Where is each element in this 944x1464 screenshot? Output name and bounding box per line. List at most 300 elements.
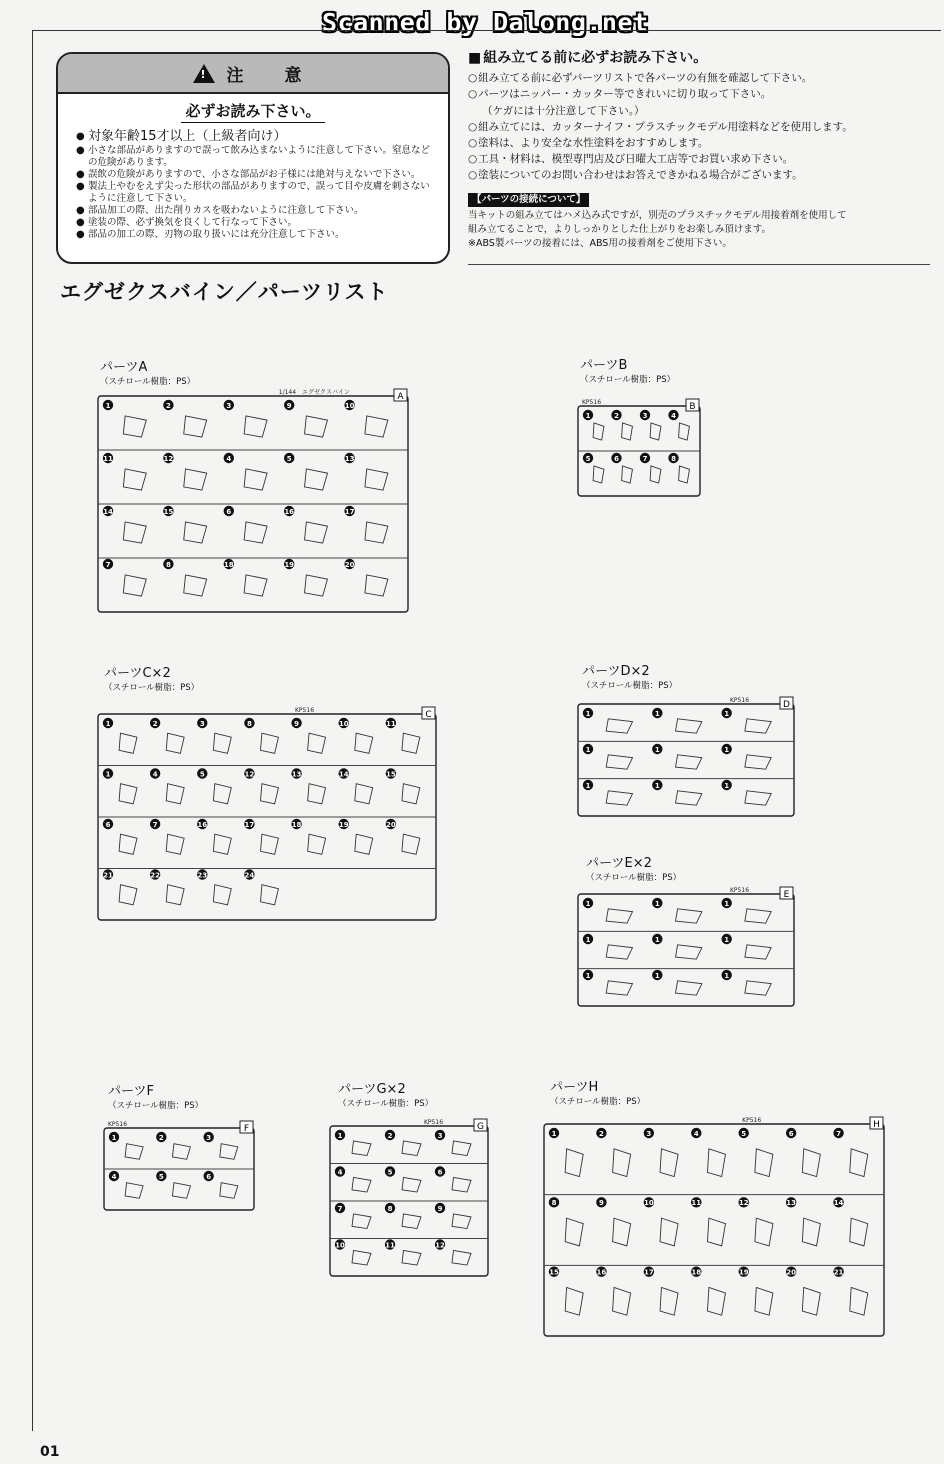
part-shape bbox=[166, 834, 184, 854]
part-number-marker bbox=[786, 1128, 796, 1138]
before-build-notes bbox=[468, 50, 908, 184]
part-shape bbox=[305, 575, 328, 596]
part-number-marker bbox=[611, 410, 621, 420]
sprue-tag-letter: C bbox=[425, 710, 432, 720]
adhesive-text: 組み立てることで，よりしっかりとした仕上がりをお楽しみ頂けます。 bbox=[468, 224, 772, 235]
part-shape bbox=[184, 469, 207, 490]
part-number-marker bbox=[596, 1266, 606, 1276]
part-number: 2 bbox=[165, 401, 171, 410]
part-shape bbox=[606, 719, 632, 733]
part-number-marker bbox=[549, 1128, 559, 1138]
part-number: 17 bbox=[643, 1268, 654, 1277]
part-number: 6 bbox=[105, 820, 111, 829]
part-number-marker bbox=[339, 768, 349, 778]
part-number: 16 bbox=[197, 820, 208, 829]
part-number-marker bbox=[344, 400, 354, 410]
sprue-tag bbox=[780, 697, 793, 710]
part-number-marker bbox=[721, 970, 731, 980]
part-shape bbox=[745, 909, 771, 923]
part-shape bbox=[745, 945, 771, 959]
part-shape bbox=[613, 1218, 631, 1246]
part-number: 1 bbox=[585, 899, 591, 908]
part-number: 15 bbox=[549, 1268, 559, 1277]
part-shape bbox=[244, 469, 267, 490]
part-number: 11 bbox=[103, 454, 113, 463]
part-number: 12 bbox=[244, 770, 255, 779]
part-shape bbox=[606, 909, 632, 923]
part-number: 4 bbox=[152, 770, 158, 779]
part-number-marker bbox=[103, 400, 113, 410]
part-shape bbox=[123, 416, 146, 437]
part-number: 19 bbox=[284, 560, 295, 569]
part-number-marker bbox=[163, 559, 173, 569]
part-number: 9 bbox=[294, 719, 300, 728]
caution-header bbox=[58, 54, 448, 94]
part-number: 2 bbox=[614, 411, 619, 420]
part-number: 1 bbox=[585, 781, 591, 790]
part-number-marker bbox=[652, 708, 662, 718]
part-shape bbox=[745, 791, 771, 805]
part-number: 1 bbox=[585, 971, 591, 980]
part-shape bbox=[565, 1149, 583, 1177]
part-number: 14 bbox=[833, 1199, 844, 1208]
part-shape bbox=[166, 784, 184, 804]
part-shape bbox=[119, 784, 137, 804]
parts-list-title: エグゼクスバイン／パーツリスト bbox=[60, 280, 389, 304]
sprue-tag bbox=[474, 1119, 487, 1132]
part-shape bbox=[305, 469, 328, 490]
part-shape bbox=[365, 575, 388, 596]
sprue-diagram bbox=[324, 1118, 494, 1282]
part-shape bbox=[606, 755, 632, 769]
part-shape bbox=[123, 575, 146, 596]
part-shape bbox=[755, 1287, 773, 1315]
part-number: 13 bbox=[786, 1199, 797, 1208]
part-number-marker bbox=[583, 410, 593, 420]
part-number: 3 bbox=[199, 719, 205, 728]
part-number-marker bbox=[833, 1197, 843, 1207]
part-shape bbox=[119, 834, 137, 854]
part-shape bbox=[707, 1287, 725, 1315]
part-number-marker bbox=[163, 400, 173, 410]
part-number: 4 bbox=[111, 1172, 117, 1181]
part-shape bbox=[850, 1149, 868, 1177]
part-number: 8 bbox=[671, 454, 676, 463]
sprue-D bbox=[572, 696, 800, 822]
part-shape bbox=[125, 1144, 143, 1160]
part-number: 1 bbox=[551, 1129, 557, 1138]
part-shape bbox=[452, 1177, 471, 1192]
part-number: 4 bbox=[226, 454, 232, 463]
part-number-marker bbox=[103, 869, 113, 879]
part-number: 7 bbox=[337, 1204, 343, 1213]
part-number: 9 bbox=[286, 401, 292, 410]
sheet-C-header: パーツC×2 （スチロール樹脂：PS） bbox=[104, 666, 200, 693]
part-shape bbox=[622, 466, 633, 483]
part-number: 22 bbox=[150, 871, 161, 880]
part-shape bbox=[679, 423, 690, 440]
part-number-marker bbox=[103, 768, 113, 778]
part-number: 1 bbox=[654, 971, 660, 980]
part-number-marker bbox=[291, 718, 301, 728]
part-number-marker bbox=[197, 869, 207, 879]
note-line: ○ 組み立てには、カッターナイフ・プラスチックモデル用塗料などを使用します。 bbox=[468, 119, 908, 135]
part-number-marker bbox=[284, 400, 294, 410]
part-number: 21 bbox=[833, 1268, 844, 1277]
part-shape bbox=[172, 1144, 190, 1160]
part-shape bbox=[308, 834, 326, 854]
caution-subtitle: 必ずお読み下さい。 bbox=[58, 100, 448, 121]
part-number-marker bbox=[385, 1203, 395, 1213]
part-number-marker bbox=[640, 410, 650, 420]
part-number: 1 bbox=[654, 781, 660, 790]
part-number: 15 bbox=[385, 770, 396, 779]
part-shape bbox=[707, 1218, 725, 1246]
part-number-marker bbox=[640, 453, 650, 463]
part-number-marker bbox=[786, 1197, 796, 1207]
part-number: 12 bbox=[163, 454, 174, 463]
part-shape bbox=[452, 1214, 471, 1229]
part-shape bbox=[119, 885, 137, 905]
part-number-marker bbox=[691, 1128, 701, 1138]
part-shape bbox=[650, 423, 661, 440]
caution-item: ● 製法上やむをえず尖った形状の部品がありますので、誤って目や皮膚を刺さないように注意して下さい。 bbox=[76, 181, 438, 205]
part-number-marker bbox=[344, 506, 354, 516]
part-shape bbox=[802, 1287, 820, 1315]
part-shape bbox=[365, 522, 388, 543]
part-shape bbox=[213, 885, 231, 905]
sprue-diagram bbox=[98, 1120, 260, 1216]
part-number-marker bbox=[385, 1130, 395, 1140]
note-line: ○ 塗装についてのお問い合わせはお答えできかねる場合がございます。 bbox=[468, 167, 908, 183]
part-shape bbox=[850, 1218, 868, 1246]
part-number-marker bbox=[549, 1197, 559, 1207]
part-shape bbox=[365, 416, 388, 437]
part-number: 20 bbox=[385, 820, 396, 829]
sprue-label: KP516 bbox=[582, 399, 602, 406]
part-number-marker bbox=[386, 718, 396, 728]
part-number: 11 bbox=[691, 1199, 702, 1208]
part-number: 5 bbox=[741, 1129, 747, 1138]
adhesive-text: ※ABS製パーツの接着には、ABS用の接着剤をご使用下さい。 bbox=[468, 238, 732, 249]
part-shape bbox=[166, 885, 184, 905]
part-number: 1 bbox=[585, 411, 591, 420]
part-shape bbox=[676, 909, 702, 923]
note-line: ○ 工具・材料は、模型専門店及び日曜大工店等でお買い求め下さい。 bbox=[468, 151, 908, 167]
part-number: 1 bbox=[105, 401, 111, 410]
adhesive-title: 【パーツの接続について】 bbox=[468, 193, 589, 207]
part-number-marker bbox=[721, 708, 731, 718]
part-number: 17 bbox=[344, 507, 355, 516]
part-number: 1 bbox=[724, 899, 730, 908]
part-shape bbox=[220, 1183, 238, 1199]
part-number-marker bbox=[244, 718, 254, 728]
sprue-tag-letter: H bbox=[873, 1120, 880, 1130]
part-number-marker bbox=[284, 506, 294, 516]
part-shape bbox=[606, 945, 632, 959]
part-number-marker bbox=[103, 718, 113, 728]
part-number: 10 bbox=[338, 719, 349, 728]
part-number: 1 bbox=[654, 709, 660, 718]
part-number-marker bbox=[103, 819, 113, 829]
part-number: 5 bbox=[158, 1172, 164, 1181]
part-shape bbox=[123, 469, 146, 490]
part-number: 10 bbox=[344, 401, 355, 410]
part-number-marker bbox=[244, 768, 254, 778]
part-number-marker bbox=[344, 453, 354, 463]
part-shape bbox=[676, 791, 702, 805]
part-shape bbox=[402, 1141, 421, 1156]
part-number: 18 bbox=[691, 1268, 702, 1277]
part-number-marker bbox=[611, 453, 621, 463]
sheet-E-header: パーツE×2 （スチロール樹脂：PS） bbox=[586, 856, 682, 883]
caution-box bbox=[56, 52, 450, 264]
part-number-marker bbox=[335, 1130, 345, 1140]
note-line: （ケガには十分注意して下さい。） bbox=[482, 104, 645, 117]
part-number: 3 bbox=[437, 1131, 443, 1140]
part-number: 1 bbox=[105, 719, 111, 728]
part-shape bbox=[660, 1149, 678, 1177]
part-number: 7 bbox=[836, 1129, 842, 1138]
part-number-marker bbox=[583, 708, 593, 718]
part-number: 7 bbox=[105, 560, 111, 569]
sprue-label: KP516 bbox=[730, 697, 750, 704]
sprue-tag-letter: G bbox=[477, 1122, 484, 1132]
part-number-marker bbox=[652, 934, 662, 944]
part-shape bbox=[745, 981, 771, 995]
part-shape bbox=[261, 834, 279, 854]
part-number-marker bbox=[721, 744, 731, 754]
part-number: 24 bbox=[244, 871, 255, 880]
part-number: 18 bbox=[223, 560, 234, 569]
part-number: 1 bbox=[585, 935, 591, 944]
part-shape bbox=[355, 733, 373, 753]
part-shape bbox=[125, 1183, 143, 1199]
part-number-marker bbox=[644, 1197, 654, 1207]
part-number: 20 bbox=[344, 560, 355, 569]
sheet-H-header: パーツH （スチロール樹脂：PS） bbox=[550, 1080, 646, 1107]
part-number: 19 bbox=[338, 820, 349, 829]
note-line: ○ 組み立てる前に必ずパーツリストで各パーツの有無を確認して下さい。 bbox=[468, 70, 908, 86]
part-shape bbox=[244, 575, 267, 596]
sprue-tag-letter: E bbox=[783, 890, 790, 900]
part-shape bbox=[123, 522, 146, 543]
sprue-tag bbox=[240, 1121, 253, 1134]
part-number-marker bbox=[583, 970, 593, 980]
part-number: 14 bbox=[103, 507, 113, 516]
part-number: 16 bbox=[596, 1268, 607, 1277]
part-number-marker bbox=[583, 453, 593, 463]
part-number-marker bbox=[150, 869, 160, 879]
part-number-marker bbox=[339, 718, 349, 728]
part-number-marker bbox=[335, 1203, 345, 1213]
part-number-marker bbox=[739, 1128, 749, 1138]
part-shape bbox=[261, 784, 279, 804]
part-shape bbox=[213, 834, 231, 854]
part-number-marker bbox=[224, 559, 234, 569]
sprue-tag bbox=[870, 1117, 883, 1130]
part-number-marker bbox=[721, 898, 731, 908]
part-shape bbox=[402, 1214, 421, 1229]
part-number: 6 bbox=[437, 1168, 443, 1177]
part-number-marker bbox=[386, 768, 396, 778]
part-number-marker bbox=[244, 819, 254, 829]
part-shape bbox=[613, 1149, 631, 1177]
part-number-marker bbox=[652, 780, 662, 790]
part-number: 5 bbox=[585, 454, 591, 463]
part-shape bbox=[305, 416, 328, 437]
part-shape bbox=[745, 719, 771, 733]
part-number-marker bbox=[652, 744, 662, 754]
part-number-marker bbox=[583, 934, 593, 944]
part-number: 1 bbox=[111, 1133, 117, 1142]
part-number-marker bbox=[583, 744, 593, 754]
sprue-diagram bbox=[572, 886, 800, 1012]
part-number: 1 bbox=[724, 935, 730, 944]
part-number-marker bbox=[385, 1166, 395, 1176]
part-number: 9 bbox=[437, 1204, 443, 1213]
part-number-marker bbox=[197, 718, 207, 728]
part-number-marker bbox=[644, 1266, 654, 1276]
part-number-marker bbox=[156, 1132, 166, 1142]
part-number-marker bbox=[344, 559, 354, 569]
sprue-diagram bbox=[92, 706, 442, 926]
sprue-label: KP516 bbox=[295, 707, 315, 714]
part-shape bbox=[850, 1287, 868, 1315]
part-number-marker bbox=[339, 819, 349, 829]
part-number: 10 bbox=[335, 1241, 345, 1250]
part-number-marker bbox=[284, 559, 294, 569]
part-number: 1 bbox=[724, 781, 730, 790]
part-number-marker bbox=[335, 1239, 345, 1249]
part-number: 14 bbox=[338, 770, 349, 779]
sheet-F-header: パーツF （スチロール樹脂：PS） bbox=[108, 1084, 204, 1111]
part-number-marker bbox=[197, 819, 207, 829]
part-number: 4 bbox=[693, 1129, 699, 1138]
part-shape bbox=[660, 1287, 678, 1315]
sprue-C bbox=[92, 706, 442, 926]
sprue-label: KP516 bbox=[730, 887, 750, 894]
part-number-marker bbox=[583, 898, 593, 908]
sheet-G-header: パーツG×2 （スチロール樹脂：PS） bbox=[338, 1082, 434, 1109]
divider bbox=[468, 264, 930, 265]
part-shape bbox=[402, 733, 420, 753]
part-shape bbox=[606, 981, 632, 995]
part-shape bbox=[172, 1183, 190, 1199]
warning-icon bbox=[193, 64, 215, 83]
part-number: 10 bbox=[643, 1199, 654, 1208]
sprue-frame bbox=[544, 1124, 884, 1336]
part-shape bbox=[305, 522, 328, 543]
part-number: 9 bbox=[598, 1199, 604, 1208]
part-shape bbox=[676, 755, 702, 769]
part-number: 20 bbox=[786, 1268, 797, 1277]
sheet-A-header: パーツA （スチロール樹脂：PS） bbox=[100, 360, 196, 387]
part-shape bbox=[707, 1149, 725, 1177]
part-number: 13 bbox=[291, 770, 302, 779]
part-shape bbox=[166, 733, 184, 753]
sheet-D-header: パーツD×2 （スチロール樹脂：PS） bbox=[582, 664, 678, 691]
part-number-marker bbox=[335, 1166, 345, 1176]
part-number-marker bbox=[197, 768, 207, 778]
part-number-marker bbox=[644, 1128, 654, 1138]
part-shape bbox=[622, 423, 633, 440]
part-number-marker bbox=[652, 970, 662, 980]
part-number-marker bbox=[156, 1171, 166, 1181]
part-shape bbox=[184, 575, 207, 596]
caution-item: ● 部品加工の際、出た削りカスを吸わないように注意して下さい。 bbox=[76, 205, 438, 217]
part-shape bbox=[802, 1218, 820, 1246]
part-shape bbox=[676, 945, 702, 959]
page-number: 01 bbox=[40, 1444, 60, 1460]
sprue-label: 1/144 エグゼクスバイン bbox=[278, 389, 350, 396]
part-number-marker bbox=[150, 819, 160, 829]
part-shape bbox=[452, 1141, 471, 1156]
part-number: 2 bbox=[598, 1129, 604, 1138]
part-shape bbox=[352, 1214, 371, 1229]
part-number-marker bbox=[596, 1128, 606, 1138]
part-number: 12 bbox=[435, 1241, 445, 1250]
part-number: 1 bbox=[654, 935, 660, 944]
part-number: 8 bbox=[246, 719, 252, 728]
part-shape bbox=[352, 1141, 371, 1156]
part-number: 17 bbox=[244, 820, 255, 829]
part-number: 5 bbox=[387, 1168, 393, 1177]
part-shape bbox=[755, 1149, 773, 1177]
part-number: 3 bbox=[226, 401, 232, 410]
part-number-marker bbox=[109, 1132, 119, 1142]
part-number-marker bbox=[435, 1130, 445, 1140]
part-number: 7 bbox=[642, 454, 648, 463]
sprue-tag-letter: A bbox=[397, 392, 404, 402]
sprue-tag-letter: D bbox=[783, 700, 790, 710]
part-number-marker bbox=[386, 819, 396, 829]
part-number: 21 bbox=[103, 871, 113, 880]
sprue-tag bbox=[780, 887, 793, 900]
part-number-marker bbox=[721, 934, 731, 944]
part-number: 23 bbox=[197, 871, 208, 880]
caution-title: 注 意 bbox=[226, 65, 314, 86]
part-shape bbox=[119, 733, 137, 753]
part-shape bbox=[606, 791, 632, 805]
part-shape bbox=[613, 1287, 631, 1315]
part-number: 19 bbox=[738, 1268, 749, 1277]
part-shape bbox=[402, 1177, 421, 1192]
part-number: 1 bbox=[654, 745, 660, 754]
part-number-marker bbox=[652, 898, 662, 908]
part-number-marker bbox=[739, 1197, 749, 1207]
part-number-marker bbox=[833, 1128, 843, 1138]
part-number: 5 bbox=[199, 770, 205, 779]
part-number-marker bbox=[435, 1166, 445, 1176]
part-shape bbox=[244, 522, 267, 543]
sheet-B-header: パーツB （スチロール樹脂：PS） bbox=[580, 358, 676, 385]
part-number-marker bbox=[244, 869, 254, 879]
sprue-tag bbox=[686, 399, 699, 412]
part-shape bbox=[565, 1218, 583, 1246]
part-shape bbox=[802, 1149, 820, 1177]
part-number: 8 bbox=[387, 1204, 393, 1213]
sprue-H bbox=[538, 1116, 890, 1342]
part-shape bbox=[352, 1250, 371, 1265]
part-number: 4 bbox=[337, 1168, 343, 1177]
part-shape bbox=[244, 416, 267, 437]
part-number: 12 bbox=[738, 1199, 749, 1208]
part-number-marker bbox=[833, 1266, 843, 1276]
part-number: 7 bbox=[152, 820, 158, 829]
part-shape bbox=[565, 1287, 583, 1315]
sprue-F bbox=[98, 1120, 260, 1216]
